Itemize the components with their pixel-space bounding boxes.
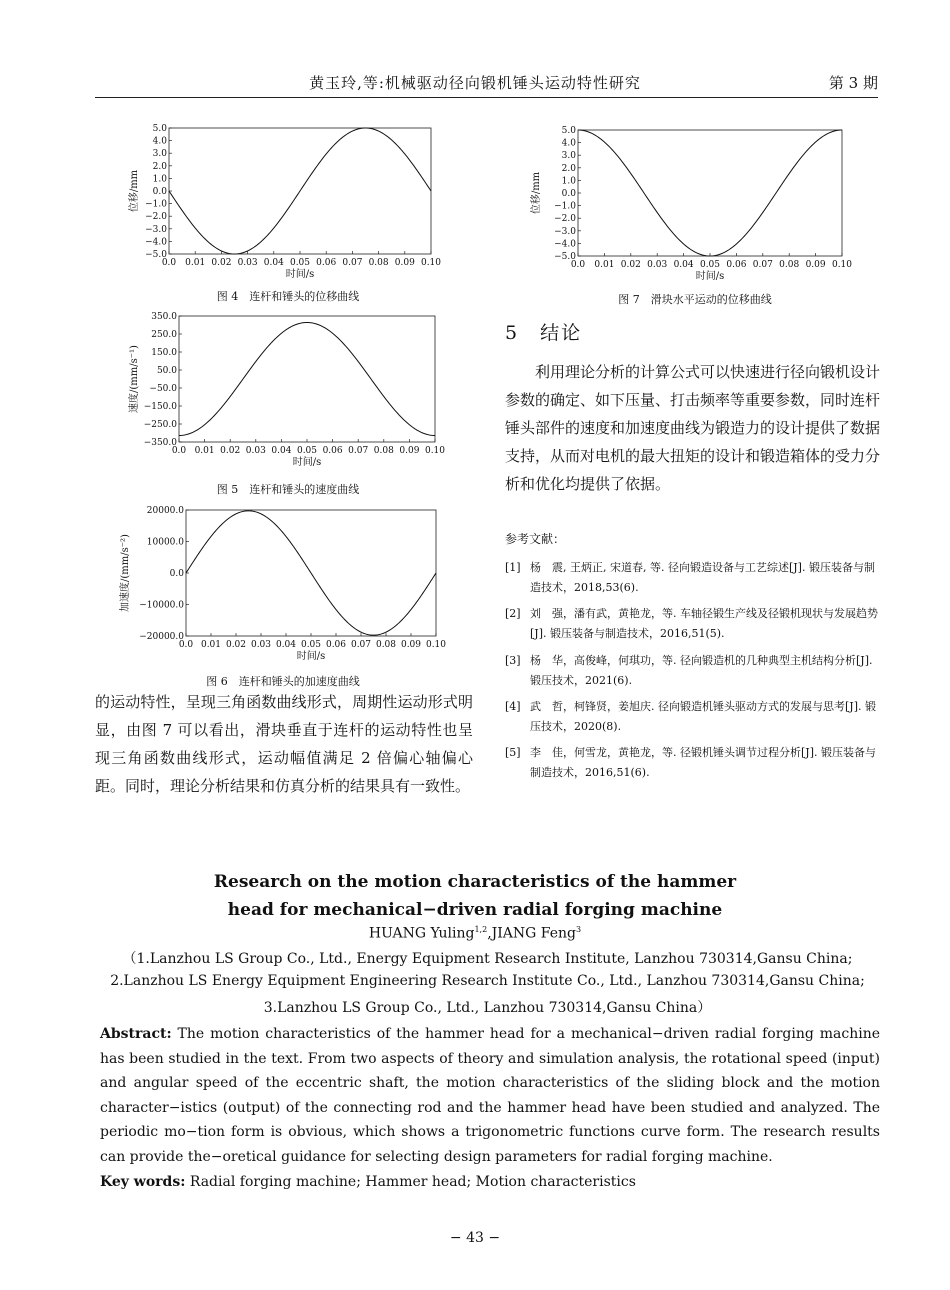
- x-tick-label: 0.09: [394, 258, 415, 268]
- x-tick-label: 0.02: [620, 260, 641, 270]
- y-tick-label: 1.0: [152, 174, 167, 185]
- x-tick-label: 0.01: [200, 640, 222, 650]
- x-tick-label: 0.03: [237, 258, 258, 268]
- english-abstract: [100, 1022, 880, 1169]
- series-line: [186, 511, 436, 635]
- reference-item: [505, 697, 880, 737]
- affiliation-2: 2.Lanzhou LS Energy Equipment Engineering Research Institute Co., Ltd., Lanzhou 730314,Gansu China;: [110, 973, 865, 989]
- y-tick-label: 5.0: [152, 124, 167, 134]
- x-tick-label: 0.02: [211, 258, 232, 268]
- figure-4-caption: 图 4 连杆和锤头的位移曲线: [216, 290, 360, 303]
- y-tick-label: −3.0: [554, 226, 576, 237]
- x-axis-label: 时间/s: [285, 269, 315, 280]
- x-tick-label: 0.03: [647, 260, 668, 270]
- x-tick-label: 0.05: [300, 640, 322, 650]
- english-keywords: [100, 1174, 880, 1190]
- conclusion-paragraph: 利用理论分析的计算公式可以快速进行径向锻机设计参数的确定、如下压量、打击频率等重要参数，同时连杆锤头部件的速度和加速度曲线为锻造力的设计提供了数据支持，从而对电机的最大扭矩的设计和锻造箱体的受力分析和优化均提供了依据。: [505, 363, 881, 493]
- x-tick-label: 0.05: [296, 446, 318, 456]
- reference-number: [4]: [505, 700, 521, 713]
- figure-5-chart: [128, 308, 448, 478]
- y-tick-label: 3.0: [152, 149, 167, 160]
- reference-text: 杨 华，高俊峰，何琪功，等. 径向锻造机的几种典型主机结构分析[J]. 锻压技术，2021(6).: [530, 654, 873, 687]
- abstract-label: Abstract:: [100, 1026, 172, 1042]
- y-tick-label: 150.0: [151, 348, 177, 358]
- section-heading: 5 结论: [505, 322, 583, 344]
- y-tick-label: 0.0: [561, 189, 576, 199]
- x-axis-label: 时间/s: [695, 271, 725, 282]
- x-tick-label: 0.07: [350, 640, 372, 650]
- x-tick-label: 0.01: [594, 260, 615, 270]
- abstract-text: The motion characteristics of the hammer head for a mechanical−driven radial forging machine has been studied in the text. From two aspects of theory and simulation analysis, the rotational speed (input) and angular speed of the eccentric shaft, the motion characteristics of the sliding block and the motion character−istics (output) of the connecting rod and the hammer head have been studied and analyzed. The periodic mo−tion form is obvious, which shows a trigonometric functions curve form. The research results can provide the−oretical guidance for selecting design parameters for radial forging machine.: [100, 1026, 881, 1165]
- y-tick-label: 350.0: [151, 312, 177, 322]
- x-tick-label: 0.01: [194, 446, 215, 456]
- affiliation-3: 3.Lanzhou LS Group Co., Ltd., Lanzhou 730314,Gansu China）: [263, 1000, 712, 1016]
- reference-number: [3]: [505, 654, 521, 667]
- y-tick-label: 10000.0: [146, 537, 184, 548]
- x-tick-label: 0.10: [420, 258, 442, 268]
- figure-4-chart: [128, 122, 448, 282]
- y-tick-label: 20000.0: [146, 506, 184, 516]
- x-tick-label: 0.03: [245, 446, 266, 456]
- x-tick-label: 0.06: [325, 640, 347, 650]
- y-tick-label: 50.0: [156, 366, 177, 376]
- x-tick-label: 0.06: [322, 446, 343, 456]
- english-title: [140, 868, 810, 924]
- x-tick-label: 0.05: [699, 260, 721, 270]
- y-tick-label: 1.0: [561, 176, 576, 187]
- y-tick-label: −50.0: [149, 384, 177, 394]
- x-tick-label: 0.10: [425, 640, 447, 650]
- y-tick-label: −5.0: [145, 250, 167, 260]
- y-tick-label: −10000.0: [139, 600, 184, 611]
- y-tick-label: 2.0: [561, 163, 576, 174]
- x-tick-label: 0.08: [375, 640, 397, 650]
- y-tick-label: −3.0: [145, 224, 167, 235]
- author-2-affiliation-mark: 3: [576, 925, 582, 934]
- keywords-text: Radial forging machine; Hammer head; Motion characteristics: [189, 1174, 636, 1190]
- x-tick-label: 0.05: [289, 258, 311, 268]
- y-tick-label: −4.0: [554, 239, 576, 250]
- x-tick-label: 0.07: [342, 258, 363, 268]
- figure-6-caption: 图 6 连杆和锤头的加速度曲线: [206, 675, 360, 688]
- author-1: HUANG Yuling: [368, 925, 475, 942]
- x-tick-label: 0.0: [161, 258, 177, 268]
- plot-frame: [179, 316, 435, 442]
- reference-text: 刘 强，潘有武，黄艳龙，等. 车轴径锻生产线及径锻机现状与发展趋势[J]. 锻压装备与制造技术，2016,51(5).: [530, 607, 878, 640]
- series-line: [578, 130, 842, 256]
- y-tick-label: −5.0: [554, 252, 576, 262]
- y-tick-label: −1.0: [554, 201, 576, 212]
- issue-number: 第 3 期: [828, 74, 878, 92]
- reference-item: [505, 651, 880, 691]
- page-number: − 43 −: [449, 1230, 501, 1246]
- author-2: ,JIANG Feng: [487, 925, 576, 942]
- y-tick-label: −2.0: [554, 214, 576, 225]
- x-tick-label: 0.04: [673, 260, 694, 270]
- figure-6-chart: [118, 502, 448, 672]
- reference-item: [505, 558, 880, 598]
- x-tick-label: 0.08: [368, 258, 389, 268]
- y-tick-label: 0.0: [152, 187, 167, 197]
- reference-number: [2]: [505, 607, 521, 620]
- x-tick-label: 0.08: [373, 446, 394, 456]
- x-tick-label: 0.09: [399, 446, 420, 456]
- x-tick-label: 0.09: [805, 260, 826, 270]
- x-tick-label: 0.0: [570, 260, 586, 270]
- english-authors: [150, 925, 800, 942]
- y-tick-label: −2.0: [145, 212, 167, 223]
- body-paragraph: 的运动特性，呈现三角函数曲线形式，周期性运动形式明显，由图 7 可以看出，滑块垂直于连杆的运动特性也呈现三角函数曲线形式，运动幅值满足 2 倍偏心轴偏心距。同时，理论分析结果和仿真分析的结果具有一致性。: [95, 693, 473, 795]
- x-tick-label: 0.10: [831, 260, 853, 270]
- y-axis-label: 位移/mm: [129, 169, 140, 213]
- x-tick-label: 0.08: [779, 260, 800, 270]
- english-title-line-1: Research on the motion characteristics of the hammer: [213, 872, 737, 892]
- reference-item: [505, 743, 880, 783]
- x-tick-label: 0.04: [271, 446, 292, 456]
- series-line: [179, 322, 435, 435]
- reference-text: 李 佳，何雪龙，黄艳龙，等. 径锻机锤头调节过程分析[J]. 锻压装备与制造技术，2016,51(6).: [530, 746, 876, 779]
- y-tick-label: −250.0: [143, 420, 177, 430]
- y-tick-label: −1.0: [145, 199, 167, 210]
- y-tick-label: 3.0: [561, 151, 576, 162]
- reference-text: 武 哲，柯锋贤，姜旭庆. 径向锻造机锤头驱动方式的发展与思考[J]. 锻压技术，2020(8).: [530, 700, 876, 733]
- reference-item: [505, 604, 880, 644]
- x-tick-label: 0.06: [316, 258, 337, 268]
- x-axis-label: 时间/s: [296, 651, 326, 662]
- y-tick-label: 4.0: [152, 136, 167, 147]
- series-line: [169, 128, 431, 254]
- reference-number: [1]: [505, 561, 521, 574]
- author-1-affiliation-mark: 1,2: [474, 925, 488, 934]
- x-tick-label: 0.01: [185, 258, 206, 268]
- english-title-line-2: head for mechanical−driven radial forging machine: [227, 900, 723, 920]
- x-tick-label: 0.09: [400, 640, 422, 650]
- x-tick-label: 0.02: [225, 640, 247, 650]
- x-tick-label: 0.0: [178, 640, 194, 650]
- y-tick-label: 250.0: [151, 330, 177, 340]
- y-tick-label: −150.0: [143, 402, 177, 412]
- x-tick-label: 0.03: [250, 640, 272, 650]
- y-tick-label: 0.0: [169, 569, 184, 579]
- y-axis-label: 位移/mm: [531, 171, 542, 215]
- x-tick-label: 0.10: [424, 446, 446, 456]
- y-axis-label: 加速度/(mm/s⁻²): [120, 534, 131, 612]
- y-tick-label: −350.0: [143, 438, 177, 448]
- figure-5-caption: 图 5 连杆和锤头的速度曲线: [216, 483, 360, 496]
- figure-7-caption: 图 7 滑块水平运动的位移曲线: [618, 293, 772, 306]
- figure-7-chart: [530, 122, 860, 287]
- y-tick-label: −4.0: [145, 237, 167, 248]
- x-tick-label: 0.06: [726, 260, 747, 270]
- x-tick-label: 0.07: [752, 260, 773, 270]
- references-title: 参考文献：: [505, 532, 566, 546]
- y-tick-label: 5.0: [561, 126, 576, 136]
- y-tick-label: −20000.0: [139, 632, 184, 642]
- plot-frame: [578, 130, 842, 256]
- x-tick-label: 0.0: [171, 446, 187, 456]
- affiliation-1: （1.Lanzhou LS Group Co., Ltd., Energy Equipment Research Institute, Lanzhou 730314,Gansu China;: [122, 951, 853, 967]
- x-tick-label: 0.04: [263, 258, 284, 268]
- x-axis-label: 时间/s: [292, 457, 322, 468]
- reference-text: 杨 震, 王炳正, 宋道春, 等. 径向锻造设备与工艺综述[J]. 锻压装备与制造技术，2018,53(6).: [530, 561, 875, 594]
- keywords-label: Key words:: [100, 1174, 186, 1190]
- header-divider: [95, 97, 878, 98]
- running-header-title: 黄玉玲,等:机械驱动径向锻机锤头运动特性研究: [309, 74, 641, 92]
- x-tick-label: 0.04: [275, 640, 297, 650]
- y-axis-label: 速度/(mm/s⁻¹): [129, 345, 140, 413]
- x-tick-label: 0.07: [348, 446, 369, 456]
- y-tick-label: 2.0: [152, 161, 167, 172]
- y-tick-label: 4.0: [561, 138, 576, 149]
- x-tick-label: 0.02: [220, 446, 241, 456]
- reference-number: [5]: [505, 746, 521, 759]
